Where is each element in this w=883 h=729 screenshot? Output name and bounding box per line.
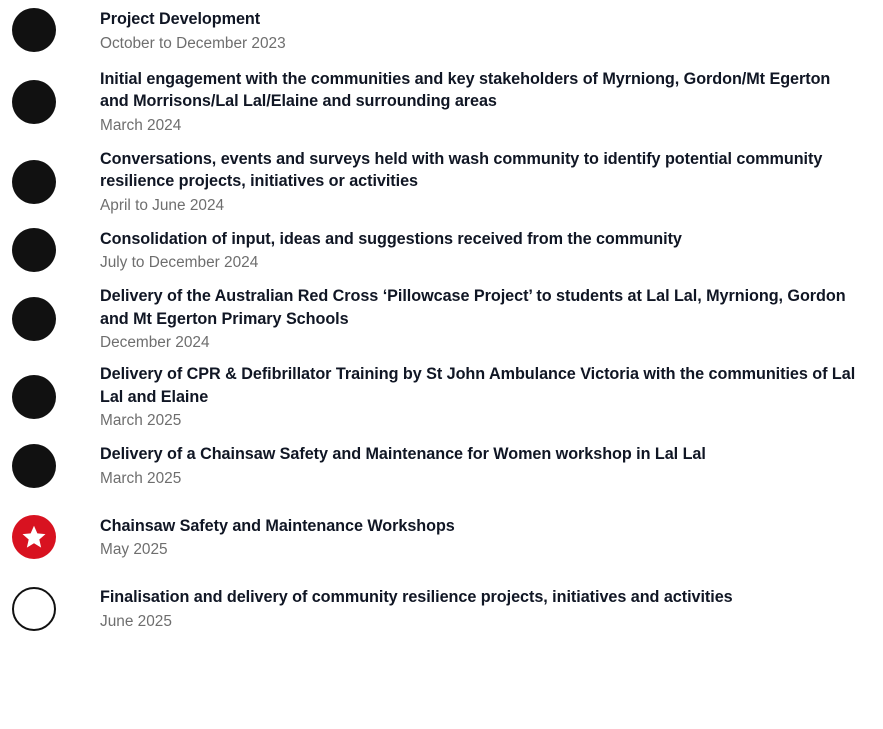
timeline-item-title: Finalisation and delivery of community resilience projects, initiatives and activities	[100, 588, 733, 606]
timeline-marker-cell	[0, 80, 100, 124]
timeline-content	[100, 443, 883, 489]
timeline-item	[0, 228, 883, 274]
timeline-item-title: Delivery of the Australian Red Cross ‘Pillowcase Project’ to students at Lal Lal, Myrniong, Gordon and Mt Egerton Primary Schools	[100, 287, 846, 328]
filled-circle-icon	[12, 80, 56, 124]
filled-circle-icon	[12, 444, 56, 488]
timeline-item-title: Consolidation of input, ideas and suggestions received from the community	[100, 229, 682, 248]
timeline-item-title: Delivery of a Chainsaw Safety and Maintenance for Women workshop in Lal Lal	[100, 445, 706, 463]
filled-circle-icon	[12, 8, 56, 52]
timeline-item	[0, 363, 883, 431]
timeline-marker-cell	[0, 228, 100, 272]
timeline-content	[100, 515, 883, 561]
timeline-item-date: April to June 2024	[100, 196, 225, 214]
timeline-content	[100, 363, 883, 431]
timeline-list	[0, 8, 883, 632]
timeline-item-date: July to December 2024	[100, 254, 259, 271]
timeline-item	[0, 148, 883, 216]
timeline-item	[0, 586, 883, 632]
timeline-item	[0, 285, 883, 353]
star-icon	[21, 524, 47, 550]
timeline-item-date: March 2025	[100, 412, 182, 429]
timeline-content	[100, 8, 883, 54]
timeline-content	[100, 148, 883, 216]
timeline-marker-cell	[0, 375, 100, 419]
timeline-marker-cell	[0, 515, 100, 559]
filled-circle-icon	[12, 228, 56, 272]
timeline-item-date: March 2025	[100, 469, 182, 487]
timeline-marker-cell	[0, 8, 100, 52]
filled-circle-icon	[12, 375, 56, 419]
timeline-item	[0, 68, 883, 136]
timeline-item-title: Project Development	[100, 10, 261, 28]
timeline-marker-cell	[0, 444, 100, 488]
filled-circle-icon	[12, 160, 56, 204]
timeline-item-date: May 2025	[100, 541, 168, 558]
star-circle-icon	[12, 515, 56, 559]
timeline-diagram	[0, 8, 883, 729]
timeline-item-title: Initial engagement with the communities and key stakeholders of Myrniong, Gordon/Mt Egerton and Morrisons/Lal Lal/Elaine and surrounding areas	[100, 69, 831, 110]
timeline-item-title: Chainsaw Safety and Maintenance Workshops	[100, 516, 455, 535]
timeline-content	[100, 228, 883, 274]
timeline-content	[100, 285, 883, 353]
timeline-content	[100, 586, 883, 632]
timeline-marker-cell	[0, 587, 100, 631]
timeline-item-title: Delivery of CPR & Defibrillator Training by St John Ambulance Victoria with the communities of Lal Lal and Elaine	[100, 365, 856, 406]
timeline-item	[0, 515, 883, 561]
timeline-marker-cell	[0, 160, 100, 204]
timeline-item-date: October to December 2023	[100, 34, 286, 52]
timeline-item	[0, 443, 883, 489]
filled-circle-icon	[12, 297, 56, 341]
timeline-marker-cell	[0, 297, 100, 341]
timeline-item-date: June 2025	[100, 612, 172, 630]
timeline-item-date: March 2024	[100, 116, 182, 134]
timeline-content	[100, 68, 883, 136]
timeline-item	[0, 8, 883, 54]
timeline-item-date: December 2024	[100, 334, 210, 351]
timeline-item-title: Conversations, events and surveys held with wash community to identify potential community resilience projects, initiatives or activities	[100, 149, 823, 190]
hollow-circle-icon	[12, 587, 56, 631]
